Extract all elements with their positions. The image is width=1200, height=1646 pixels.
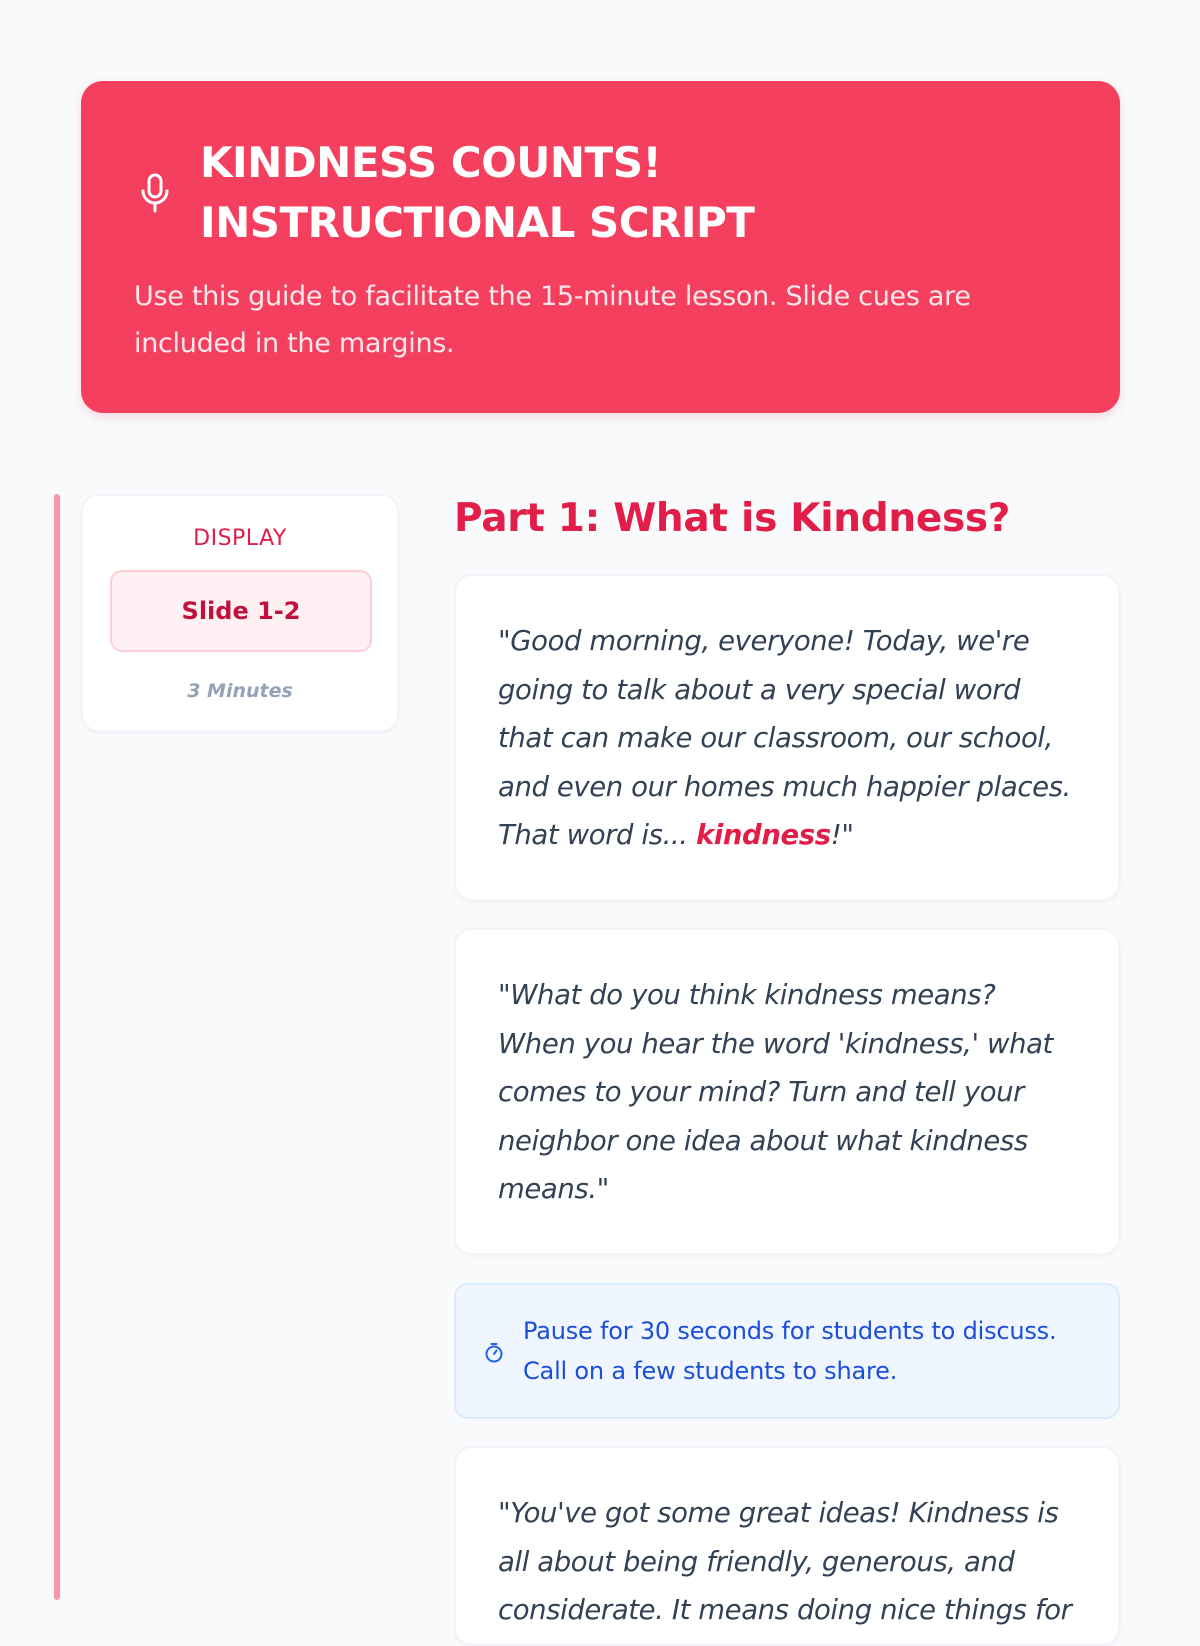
teacher-note (454, 1283, 1120, 1419)
script-text: "You've got some great ideas! Kindness is all about being friendly, generous, and considerate. It means doing nice things for (498, 1497, 1072, 1626)
script-text: "What do you think kindness means? When you hear the word 'kindness,' what comes to your mind? Turn and tell your neighbor one idea about what kindness means." (498, 979, 1053, 1205)
script-text-part: !" (830, 819, 854, 851)
lesson-header (81, 81, 1120, 413)
script-card (454, 1446, 1120, 1646)
microphone-icon (138, 173, 172, 213)
header-subtitle: Use this guide to facilitate the 15-minute lesson. Slide cues are included in the margins. (134, 281, 971, 359)
script-text-part: "Good morning, everyone! Today, we're going to talk about a very special word that can make our classroom, our school, and even our homes much happier places. That word is... (498, 625, 1071, 851)
note-text: Pause for 30 seconds for students to discuss. Call on a few students to share. (523, 1317, 1057, 1385)
section-title: Part 1: What is Kindness? (454, 496, 1011, 541)
stopwatch-icon (482, 1340, 506, 1364)
cue-duration: 3 Minutes (187, 680, 293, 702)
cue-label: DISPLAY (193, 526, 287, 551)
script-text (498, 617, 1078, 860)
slide-cue-card (81, 494, 399, 732)
page-title: KINDNESS COUNTS! INSTRUCTIONAL SCRIPT (200, 138, 755, 247)
keyword-highlight: kindness (695, 819, 831, 851)
script-card (454, 574, 1120, 901)
header-title-row (134, 133, 1067, 253)
timeline-line (54, 494, 60, 1600)
slide-badge: Slide 1-2 (110, 570, 372, 652)
script-card (454, 928, 1120, 1255)
